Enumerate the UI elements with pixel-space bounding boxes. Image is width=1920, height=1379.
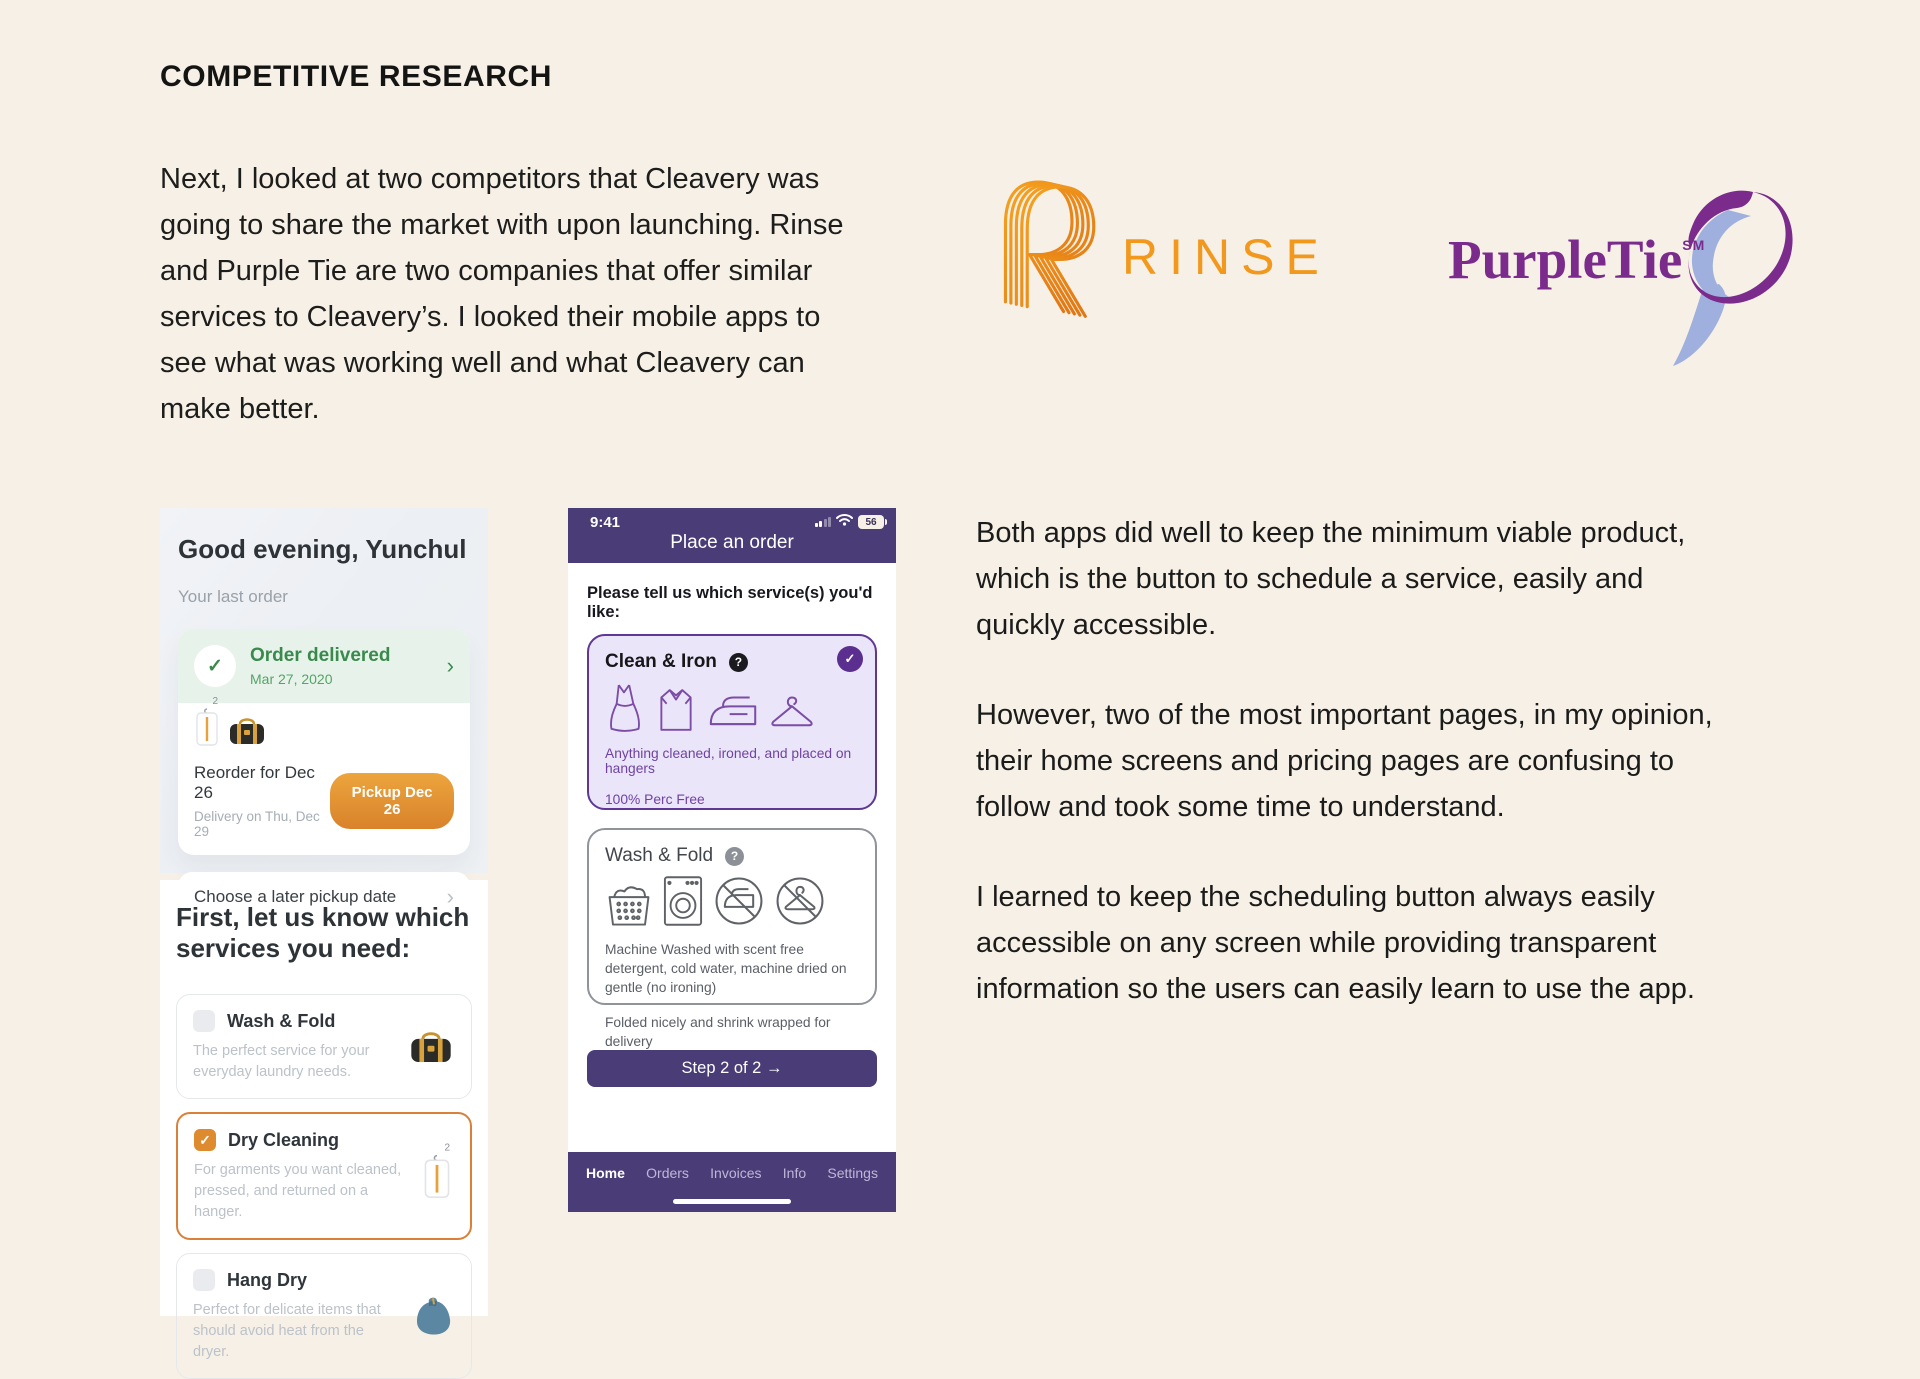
service-note: Folded nicely and shrink wrapped for delivery bbox=[605, 1015, 831, 1049]
checkbox-checked[interactable]: ✓ bbox=[194, 1129, 216, 1151]
service-description: For garments you want cleaned, pressed, and returned on a hanger. bbox=[194, 1162, 402, 1220]
intro-line: Next, I looked at two competitors that Cleavery was bbox=[160, 163, 820, 195]
check-circle-icon: ✓ bbox=[194, 645, 236, 687]
service-description: Perfect for delicate items that should avoid heat from the dryer. bbox=[193, 1302, 381, 1360]
selected-check-icon: ✓ bbox=[837, 646, 863, 672]
service-description: Anything cleaned, ironed, and placed on hangers bbox=[605, 746, 852, 776]
pickup-button[interactable]: Pickup Dec 26 bbox=[330, 773, 454, 829]
status-bar bbox=[580, 513, 884, 531]
service-name: Clean & Iron bbox=[605, 651, 717, 672]
rinse-r-mark-icon bbox=[998, 176, 1100, 331]
purpletie-logo bbox=[1448, 170, 1778, 370]
service-card-clean-iron[interactable] bbox=[587, 634, 877, 810]
service-card-dry-cleaning[interactable] bbox=[176, 1112, 472, 1240]
rinse-home-screen bbox=[160, 508, 488, 909]
nav-item-home[interactable]: Home bbox=[586, 1165, 625, 1181]
clock-text: 9:41 bbox=[590, 513, 621, 531]
greeting-text: Good evening, Yunchul bbox=[178, 534, 467, 564]
laundry-basket-icon bbox=[605, 881, 653, 927]
checkbox-unchecked[interactable] bbox=[193, 1269, 215, 1291]
garment-bag-icon: 2 bbox=[422, 1154, 452, 1203]
service-card-wash-fold[interactable] bbox=[176, 994, 472, 1099]
service-name: Wash & Fold bbox=[605, 845, 714, 866]
rinse-logo bbox=[998, 176, 1330, 331]
signal-icon bbox=[815, 517, 832, 527]
service-card-hang-dry[interactable] bbox=[176, 1253, 472, 1379]
no-hanger-icon bbox=[774, 875, 826, 927]
last-order-label: Your last order bbox=[178, 587, 288, 606]
order-date: Mar 27, 2020 bbox=[250, 671, 333, 687]
intro-line: make better. bbox=[160, 393, 320, 425]
last-order-card[interactable] bbox=[178, 629, 470, 855]
purpletie-app-screenshot bbox=[568, 508, 896, 1212]
nav-item-info[interactable]: Info bbox=[782, 1165, 807, 1181]
no-ironing-icon bbox=[713, 875, 765, 927]
nav-item-orders[interactable]: Orders bbox=[646, 1165, 689, 1181]
service-name: Dry Cleaning bbox=[228, 1129, 340, 1150]
analysis-text bbox=[976, 510, 1713, 1056]
intro-line: and Purple Tie are two companies that offer similar bbox=[160, 255, 813, 287]
wash-fold-icons bbox=[605, 875, 859, 927]
service-name: Hang Dry bbox=[227, 1269, 308, 1290]
order-status-text: Order delivered bbox=[250, 645, 391, 666]
dress-icon bbox=[605, 683, 645, 733]
screen-title: Place an order bbox=[670, 532, 794, 553]
service-prompt: Please tell us which service(s) you'd like: bbox=[587, 584, 873, 621]
nav-item-settings[interactable]: Settings bbox=[827, 1165, 878, 1181]
delivery-note: Delivery on Thu, Dec 29 bbox=[194, 809, 320, 839]
chevron-right-icon: › bbox=[446, 653, 454, 678]
duffel-bag-icon bbox=[409, 1028, 453, 1069]
shirt-icon bbox=[654, 687, 698, 733]
intro-line: going to share the market with upon launching. Rinse bbox=[160, 209, 844, 241]
duffel-bag-icon bbox=[228, 716, 266, 751]
wifi-icon bbox=[836, 513, 853, 531]
hanger-icon bbox=[768, 693, 816, 733]
washing-machine-icon bbox=[662, 875, 704, 927]
battery-icon: 56 bbox=[858, 515, 884, 529]
order-status-row[interactable] bbox=[178, 629, 470, 703]
page-title: COMPETITIVE RESEARCH bbox=[160, 60, 553, 93]
rinse-wordmark: RINSE bbox=[1122, 228, 1330, 285]
help-icon[interactable]: ? bbox=[725, 847, 744, 866]
checkbox-unchecked[interactable] bbox=[193, 1010, 215, 1032]
nav-item-invoices[interactable]: Invoices bbox=[710, 1165, 762, 1181]
service-card-wash-fold[interactable] bbox=[587, 828, 877, 1049]
service-name: Wash & Fold bbox=[227, 1010, 336, 1031]
service-mark: SM bbox=[1682, 237, 1706, 253]
reorder-title: Reorder for Dec 26 bbox=[194, 763, 315, 802]
chevron-right-icon: › bbox=[446, 884, 454, 909]
analysis-paragraph-1: Both apps did well to keep the minimum viable product, which is the button to schedule a service, easily and quickly accessible. bbox=[976, 517, 1686, 641]
service-description: Machine Washed with scent free detergent, cold water, machine dried on gentle (no ironing) bbox=[605, 942, 847, 995]
iron-icon bbox=[707, 693, 759, 733]
bottom-nav-bar bbox=[568, 1152, 896, 1212]
intro-line: services to Cleavery’s. I looked their mobile apps to bbox=[160, 301, 821, 333]
app-header bbox=[568, 508, 896, 563]
service-note: 100% Perc Free bbox=[605, 792, 705, 807]
rinse-app-screenshot bbox=[160, 508, 488, 1360]
later-pickup-label: Choose a later pickup date bbox=[194, 887, 397, 906]
service-description: The perfect service for your everyday laundry needs. bbox=[193, 1043, 370, 1080]
purpletie-wordmark: PurpleTie℠ bbox=[1448, 229, 1706, 290]
clean-iron-icons bbox=[605, 681, 859, 733]
intro-paragraph bbox=[160, 156, 844, 432]
rinse-services-screen bbox=[160, 880, 488, 1360]
analysis-paragraph-2: However, two of the most important pages, in my opinion, their home screens and pricing pages are confusing to follow and took some time to understand. bbox=[976, 699, 1713, 823]
analysis-paragraph-3: I learned to keep the scheduling button always easily accessible on any screen while providing transparent information so the users can easily learn to use the app. bbox=[976, 881, 1695, 1005]
help-icon[interactable]: ? bbox=[729, 653, 748, 672]
intro-line: see what was working well and what Cleavery can bbox=[160, 347, 805, 379]
home-indicator[interactable] bbox=[673, 1199, 791, 1204]
step-button[interactable]: Step 2 of 2 → bbox=[587, 1050, 877, 1087]
services-heading: First, let us know which services you need: bbox=[176, 902, 470, 963]
laundry-bag-icon bbox=[413, 1295, 453, 1342]
garment-bag-icon: 2 bbox=[194, 708, 220, 751]
